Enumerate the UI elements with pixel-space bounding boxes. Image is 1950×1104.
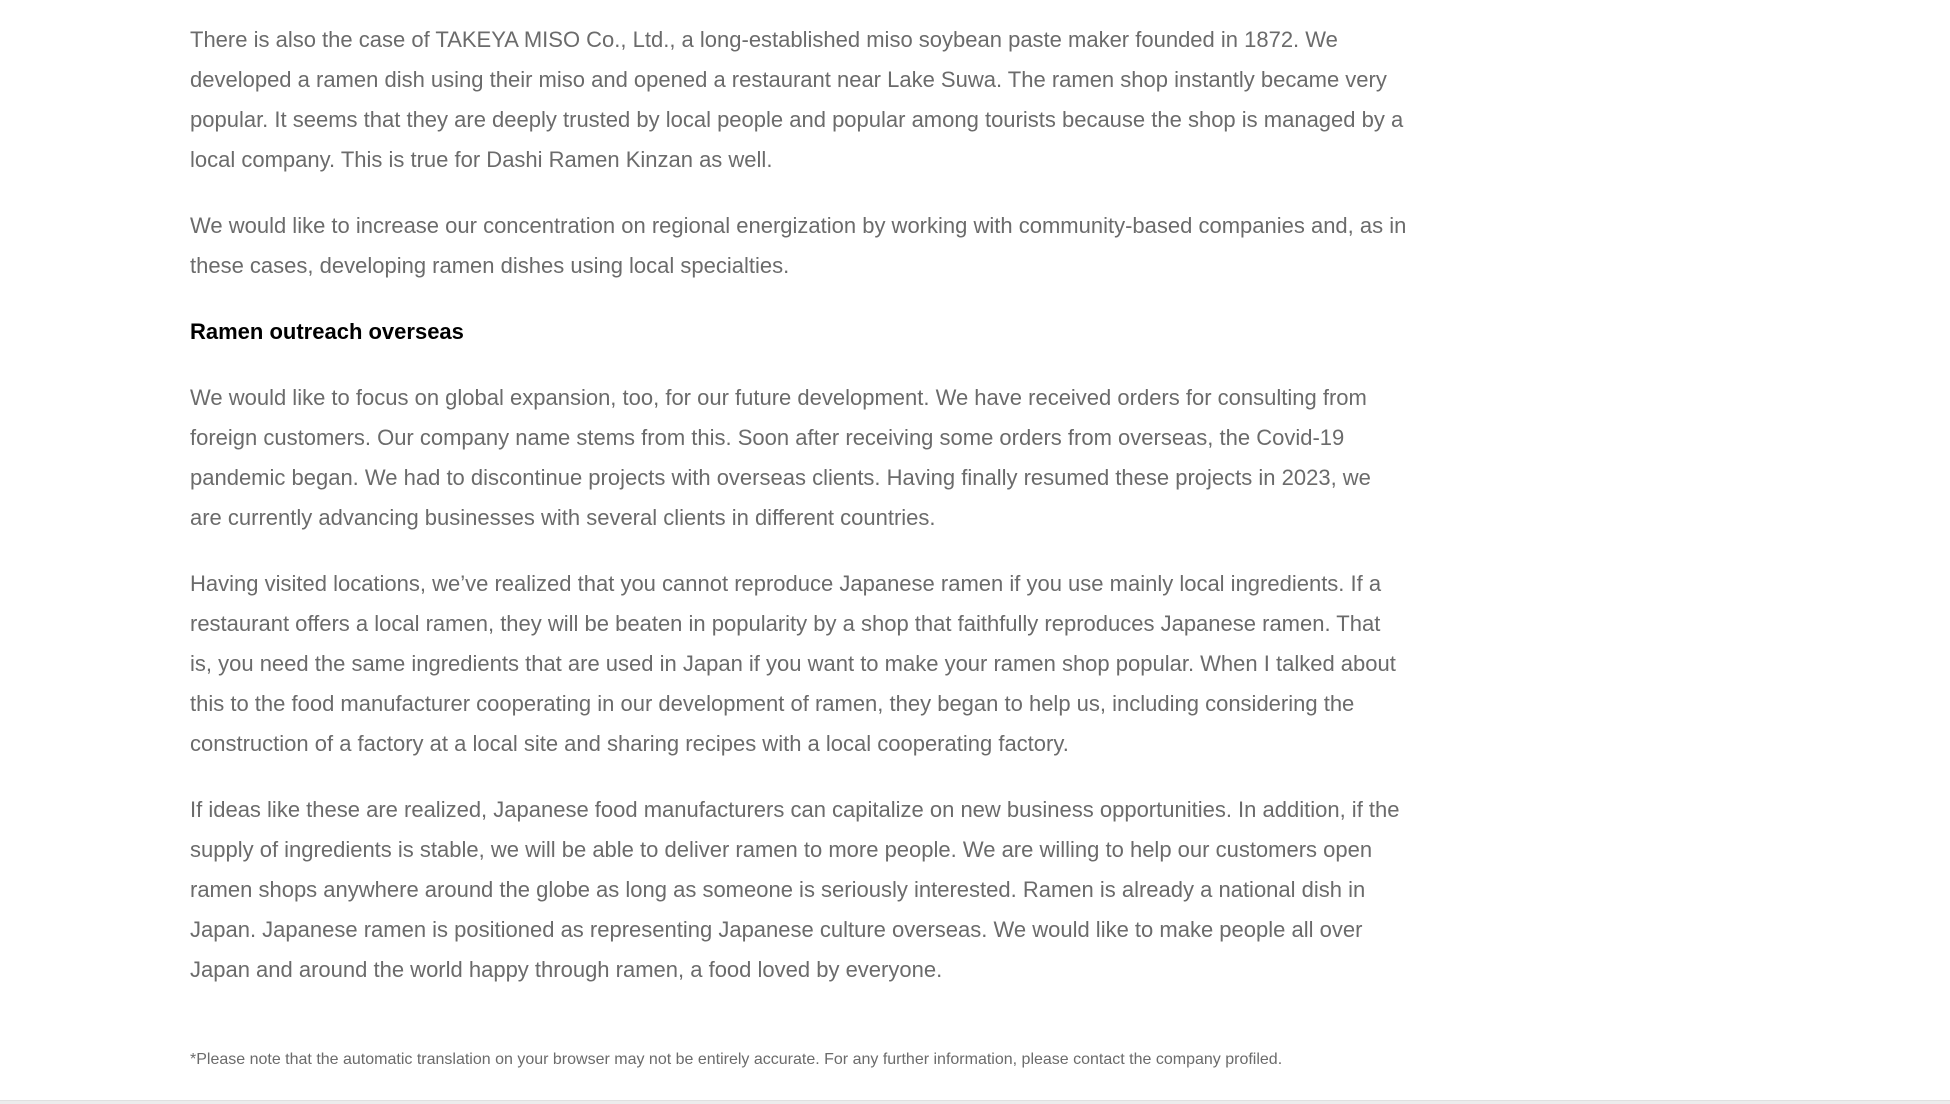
paragraph: If ideas like these are realized, Japanese food manufacturers can capitalize on new business opportunities. In addition, if the supply of ingredients is stable, we will be able to deliver ramen to more people. We are willing to help our customers open ramen shops anywhere around the globe as long as someone is seriously interested. Ramen is already a national dish in Japan. Japanese ramen is positioned as representing Japanese culture overseas. We would like to make people all over Japan and around the world happy through ramen, a food loved by everyone. bbox=[190, 797, 1400, 982]
translation-disclaimer: *Please note that the automatic translation on your browser may not be entirely accurate. For any further information, please contact the company profiled. bbox=[190, 1051, 1283, 1068]
paragraph: There is also the case of TAKEYA MISO Co., Ltd., a long-established miso soybean paste maker founded in 1872. We developed a ramen dish using their miso and opened a restaurant near Lake Suwa. The ramen shop instantly became very popular. It seems that they are deeply trusted by local people and popular among tourists because the shop is managed by a local company. This is true for Dashi Ramen Kinzan as well. bbox=[190, 27, 1404, 172]
article-body bbox=[190, 20, 1408, 1016]
paragraph: We would like to focus on global expansion, too, for our future development. We have received orders for consulting from foreign customers. Our company name stems from this. Soon after receiving some orders from overseas, the Covid-19 pandemic began. We had to discontinue projects with overseas clients. Having finally resumed these projects in 2023, we are currently advancing businesses with several clients in different countries. bbox=[190, 385, 1371, 530]
footer-divider bbox=[0, 1100, 1950, 1104]
paragraph: We would like to increase our concentration on regional energization by working with community-based companies and, as in these cases, developing ramen dishes using local specialties. bbox=[190, 213, 1407, 278]
paragraph: Having visited locations, we’ve realized that you cannot reproduce Japanese ramen if you use mainly local ingredients. If a restaurant offers a local ramen, they will be beaten in popularity by a shop that faithfully reproduces Japanese ramen. That is, you need the same ingredients that are used in Japan if you want to make your ramen shop popular. When I talked about this to the food manufacturer cooperating in our development of ramen, they began to help us, including considering the construction of a factory at a local site and sharing recipes with a local cooperating factory. bbox=[190, 571, 1396, 756]
section-heading: Ramen outreach overseas bbox=[190, 319, 464, 344]
